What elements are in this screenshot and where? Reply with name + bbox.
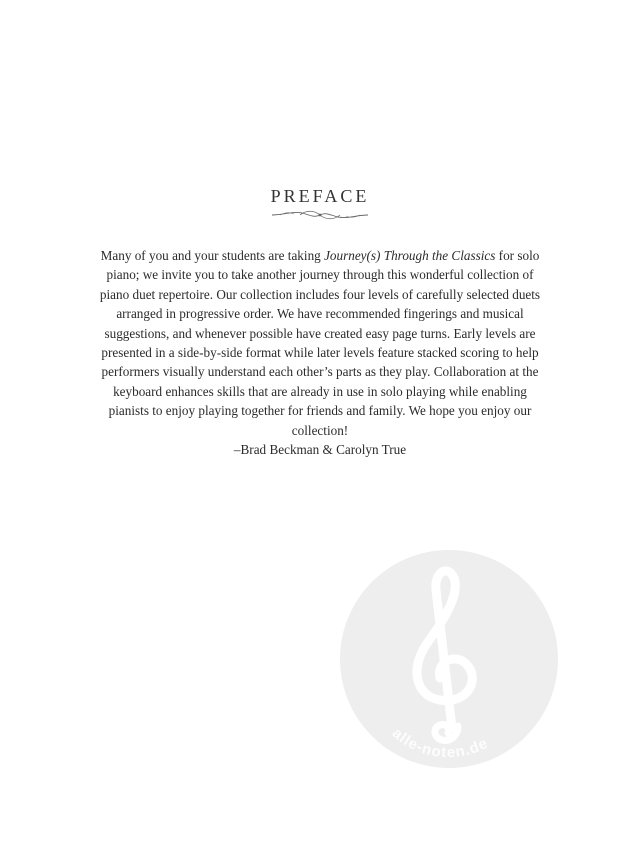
watermark-text: alle-noten.de [388, 724, 492, 762]
author-signature: –Brad Beckman & Carolyn True [233, 442, 407, 457]
ornament-divider [270, 208, 370, 222]
book-title: Journey(s) Through the Classics [324, 248, 496, 263]
preface-paragraph [95, 246, 545, 440]
paragraph-body: for solo piano; we invite you to take another journey through this wonderful collection of piano duet repertoire. Our collection includes four levels of carefully selected duets arranged in progressive order. We have recommended fingerings and musical suggestions, and whenever possible have created easy page turns. Early levels are presented in a side-by-side format while later levels feature stacked scoring to help performers visually understand each other’s parts as they play. Collaboration at the keyboard enhances skills that are already in use in solo playing while enabling pianists to enjoy playing together for friends and family. We hope you enjoy our collection! [99, 248, 541, 438]
page-title: PREFACE [270, 186, 370, 206]
watermark-logo [340, 550, 558, 768]
paragraph-intro: Many of you and your students are taking [100, 248, 325, 263]
